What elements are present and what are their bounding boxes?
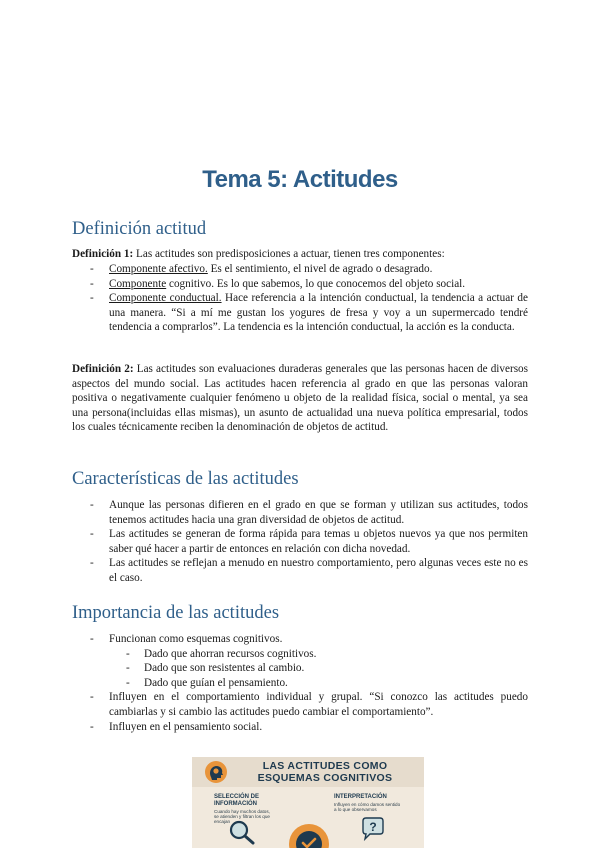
importance-list <box>72 632 528 734</box>
list-item <box>72 277 528 292</box>
characteristics-list <box>72 498 528 586</box>
definition-2-paragraph <box>72 362 528 435</box>
component-term: Componente afectivo. <box>109 263 208 275</box>
check-badge-icon <box>286 821 332 848</box>
info-right-text: Influyen en cómo damos sentido a lo que observamos <box>334 802 401 813</box>
brain-head-icon <box>204 760 228 784</box>
components-list <box>72 262 528 335</box>
definition-2-text: Las actitudes son evaluaciones duraderas generales que las personas hacen de diversos aspectos del mundo social. Las actitudes hacen referencia al grado en que las personas valoran positiva o negativamente cualquier fenómeno u objeto de la realidad física, social o mental, ya sea una persona(incluidas ellas mismas), un asunto de actualidad una nueva política empresarial, todos los cuales técnicamente reciben la denominación de objetos de actitud. <box>72 363 529 434</box>
infographic-image <box>192 757 424 848</box>
component-term: Componente conductual. <box>109 292 222 305</box>
definition-1-label: Definición 1: <box>72 248 134 260</box>
infographic-title-line: ESQUEMAS COGNITIVOS <box>257 771 393 784</box>
page-title: Tema 5: Actitudes <box>202 166 398 193</box>
question-bubble-icon <box>360 817 386 841</box>
info-left-title-line: SELECCIÓN DE <box>214 794 260 800</box>
info-right-title: INTERPRETACIÓN <box>334 794 387 800</box>
definition-1-text: Las actitudes son predisposiciones a actuar, tienen tres componentes: <box>133 248 445 260</box>
sub-list-item: - Dado que guían el pensamiento. <box>72 676 528 691</box>
sub-list-item: - Dado que ahorran recursos cognitivos. <box>72 647 528 662</box>
definition-1-paragraph <box>72 247 528 262</box>
infographic-title-line: LAS ACTITUDES COMO <box>262 760 388 772</box>
sub-list-item: - Dado que son resistentes al cambio. <box>72 661 528 676</box>
infographic-title <box>230 761 420 784</box>
heading-importancia: Importancia de las actitudes <box>72 603 280 623</box>
component-text: Hace referencia a la intención conductual, la tendencia a actuar de una manera. “Si a mí me gustan los yogures de fresa y voy a un supermercado tendré tendencia a comprarlos”. La tendencia es la intención conductual, la acción es la conducta. <box>109 292 528 334</box>
list-item: - Funcionan como esquemas cognitivos. <box>72 632 528 647</box>
list-item <box>72 262 528 277</box>
svg-text:?: ? <box>369 820 377 834</box>
heading-caracteristicas: Características de las actitudes <box>72 469 299 489</box>
info-left-title <box>214 794 259 807</box>
list-item: - Las actitudes se generan de forma rápida para temas u objetos nuevos ya que nos permiten saber qué hacer a partir de entonces en relación con dicha novedad. <box>72 527 528 556</box>
component-text: cognitivo. Es lo que sabemos, lo que conocemos del objeto social. <box>166 277 466 290</box>
component-term: Componente <box>109 277 167 290</box>
component-text: Es el sentimiento, el nivel de agrado o desagrado. <box>207 263 433 275</box>
list-item: - Aunque las personas difieren en el grado en que se forman y utilizan sus actitudes, todos tenemos actitudes hacia una gran diversidad de objetos de actitud. <box>72 498 528 527</box>
info-left-text: Cuando hay muchos datos, se atienden y filtran los que encajan <box>214 809 270 825</box>
info-left-title-line: INFORMACIÓN <box>214 800 257 807</box>
definition-2-label: Definición 2: <box>72 363 134 375</box>
list-item: - Influyen en el comportamiento individual y grupal. “Si conozco las actitudes puedo cambiarlas y si cambio las actitudes puedo cambiar el comportamiento”. <box>72 690 528 719</box>
list-item: - Influyen en el pensamiento social. <box>72 720 528 735</box>
heading-definicion: Definición actitud <box>72 219 207 239</box>
magnifier-icon <box>228 819 256 845</box>
list-item <box>72 291 528 335</box>
list-item: - Las actitudes se reflejan a menudo en nuestro comportamiento, pero algunas veces este no es el caso. <box>72 556 528 585</box>
